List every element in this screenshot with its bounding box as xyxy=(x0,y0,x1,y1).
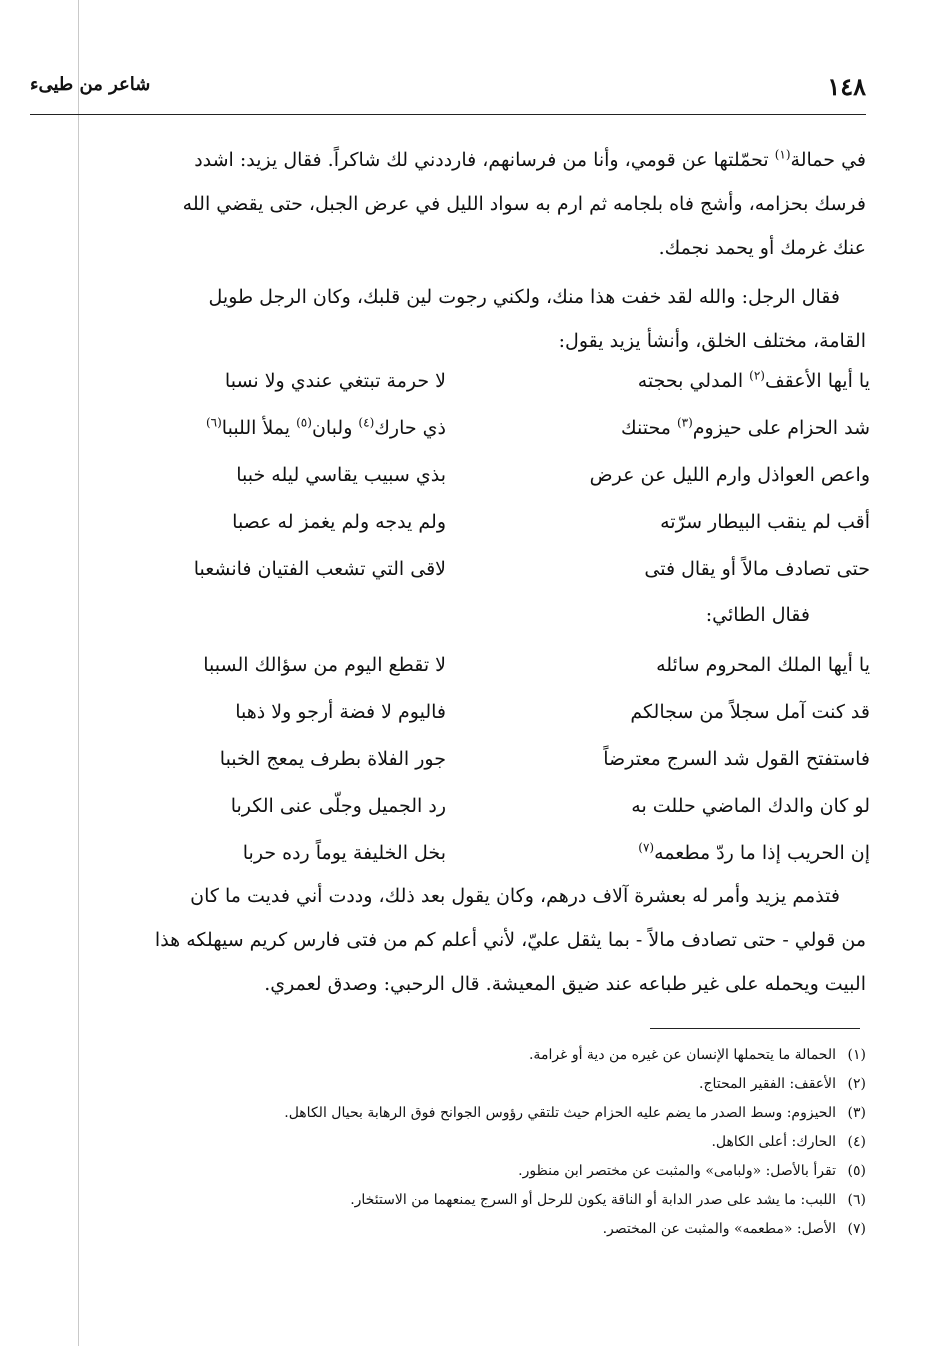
poem-1 xyxy=(116,364,870,599)
footnote-ref: (١) xyxy=(774,147,791,162)
verse-first-hemistich xyxy=(540,370,870,392)
verse-second-hemistich: فاليوم لا فضة أرجو ولا ذهبا xyxy=(235,701,446,723)
footnote-text: الحارك: أعلى الكاهل. xyxy=(711,1133,836,1150)
paragraph-line xyxy=(76,138,866,182)
footnote-ref: (٣) xyxy=(676,415,693,430)
poem-2 xyxy=(116,648,870,883)
verse-first-hemistich: حتى تصادف مالاً أو يقال فتى xyxy=(644,558,870,580)
footnote-rule xyxy=(650,1028,860,1029)
verse-line xyxy=(116,742,870,789)
footnote xyxy=(120,1156,866,1185)
verse-first-hemistich: فاستفتح القول شد السرج معترضاً xyxy=(603,748,870,770)
footnote xyxy=(120,1098,866,1127)
footnote-number: (١) xyxy=(847,1046,866,1063)
text-run: تحمّلتها عن قومي، وأنا من فرسانهم، فارددني لك شاكراً. فقال يزيد: اشدد xyxy=(194,149,775,171)
footnote-number: (٦) xyxy=(847,1191,866,1208)
footnote xyxy=(120,1185,866,1214)
verse-line xyxy=(116,552,870,599)
poem-intro: فقال الطائي: xyxy=(705,604,810,626)
footnote-number: (٥) xyxy=(847,1162,866,1179)
paragraph-line: من قولي - حتى تصادف مالاً - بما يثقل عليّ، لأني أعلم كم من فتى فارس كريم سيهلكه هذا xyxy=(154,929,866,951)
text-run: المدلي بحجته xyxy=(637,370,750,392)
text-run: شد الحزام على حيزوم xyxy=(692,417,870,439)
verse-first-hemistich: قد كنت آمل سجلاً من سجالكم xyxy=(630,701,870,723)
footnote-text: اللبب: ما يشد على صدر الدابة أو الناقة يكون للرحل أو السرج يمنعهما من الاستئخار. xyxy=(350,1191,836,1208)
footnote-ref: (٢) xyxy=(749,368,765,383)
paragraph-2 xyxy=(76,275,866,363)
verse-second-hemistich: لاقى التي تشعب الفتيان فانشعبا xyxy=(193,558,446,580)
verse-line xyxy=(116,411,870,458)
verse-second-hemistich: لا تقطع اليوم من سؤالك السببا xyxy=(203,654,446,676)
footnote xyxy=(120,1069,866,1098)
text-run: إن الحريب إذا ما ردّ مطعمه xyxy=(654,842,870,864)
text-run: يا أيها الأعقف xyxy=(764,370,870,392)
paragraph-1 xyxy=(76,138,866,270)
footnote xyxy=(120,1214,866,1243)
paragraph-line: فقال الرجل: والله لقد خفت هذا منك، ولكني رجوت لين قلبك، وكان الرجل طويل xyxy=(208,286,840,308)
verse-line xyxy=(116,695,870,742)
page-number: ١٤٨ xyxy=(827,72,866,101)
verse-second-hemistich: بذي سبيب يقاسي ليله خببا xyxy=(236,464,446,486)
page-header xyxy=(30,72,866,108)
verse-second-hemistich: لا حرمة تبتغي عندي ولا نسبا xyxy=(224,370,446,392)
paragraph-line: البيت ويحمله على غير طباعه عند ضيق المعيشة. قال الرحبي: وصدق لعمري. xyxy=(264,973,866,995)
text-run: يملأ اللببا xyxy=(221,417,297,439)
verse-line xyxy=(116,364,870,411)
verse-first-hemistich: يا أيها الملك المحروم سائله xyxy=(656,654,870,676)
footnote-text: الأصل: «مطعمه» والمثبت عن المختصر. xyxy=(602,1220,836,1237)
paragraph-3 xyxy=(76,874,866,1006)
footnote-number: (٤) xyxy=(847,1133,866,1150)
verse-second-hemistich: بخل الخليفة يوماً رده حربا xyxy=(242,842,446,864)
verse-first-hemistich: لو كان والدك الماضي حللت به xyxy=(631,795,870,817)
verse-line xyxy=(116,505,870,552)
verse-first-hemistich: واعص العواذل وارم الليل عن عرض xyxy=(589,464,870,486)
header-rule xyxy=(30,114,866,115)
paragraph-line: عنك غرمك أو يحمد نجمك. xyxy=(658,237,866,259)
verse-line xyxy=(116,458,870,505)
footnote-text: الأعقف: الفقير المحتاج. xyxy=(699,1075,836,1092)
paragraph-line: القامة، مختلف الخلق، وأنشأ يزيد يقول: xyxy=(558,330,866,352)
running-title: شاعر من طيىء xyxy=(30,74,151,95)
footnote-text: تقرأ بالأصل: «ولبامى» والمثبت عن مختصر ابن منظور. xyxy=(518,1162,836,1179)
footnotes xyxy=(120,1040,866,1243)
footnote xyxy=(120,1040,866,1069)
text-run: ذي حارك xyxy=(374,417,446,439)
verse-line xyxy=(116,648,870,695)
footnote-text: الحيزوم: وسط الصدر ما يضم عليه الحزام حيث تلتقي رؤوس الجوانح فوق الرهابة بحيال الكاهل. xyxy=(284,1104,836,1121)
verse-first-hemistich: أقب لم ينقب البيطار سرّته xyxy=(660,511,870,533)
footnote-ref: (٧) xyxy=(638,840,655,855)
footnote-ref: (٥) xyxy=(296,415,312,430)
verse-first-hemistich xyxy=(540,417,870,439)
verse-second-hemistich xyxy=(116,417,446,439)
verse-line xyxy=(116,789,870,836)
verse-second-hemistich: ولم يدجه ولم يغمز له عصبا xyxy=(232,511,446,533)
footnote-number: (٢) xyxy=(847,1075,866,1092)
footnote-ref: (٤) xyxy=(358,415,375,430)
footnote-ref: (٦) xyxy=(205,415,222,430)
text-run: محتنك xyxy=(620,417,677,439)
footnote-text: الحمالة ما يتحملها الإنسان عن غيره من دية أو غرامة. xyxy=(528,1046,836,1063)
verse-second-hemistich: رد الجميل وجلّى عنى الكربا xyxy=(230,795,446,817)
footnote xyxy=(120,1127,866,1156)
text-run: في حمالة xyxy=(790,149,866,171)
footnote-number: (٧) xyxy=(847,1220,866,1237)
verse-first-hemistich xyxy=(540,842,870,864)
paragraph-line: فرسك بحزامه، وأشج فاه بلجامه ثم ارم به سواد الليل في عرض الجبل، حتى يقضي الله xyxy=(182,193,866,215)
footnote-number: (٣) xyxy=(847,1104,866,1121)
paragraph-line: فتذمم يزيد وأمر له بعشرة آلاف درهم، وكان يقول بعد ذلك، وددت أني فديت ما كان xyxy=(190,885,840,907)
text-run: ولبان xyxy=(311,417,359,439)
verse-second-hemistich: جور الفلاة بطرف يمعج الخببا xyxy=(219,748,446,770)
